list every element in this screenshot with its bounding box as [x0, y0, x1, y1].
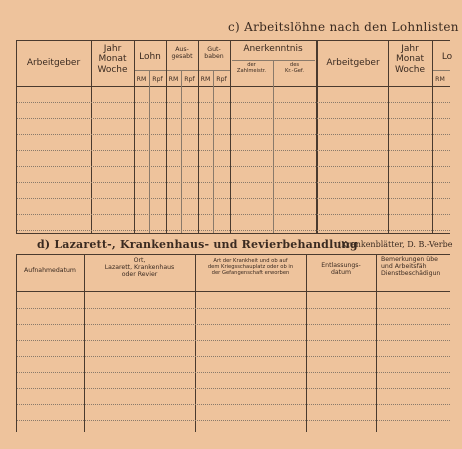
section-c-title: c) Arbeitslöhne nach den Lohnlisten — [228, 20, 459, 34]
header-gutbaben: Gut- baben — [204, 46, 224, 61]
ruled-line — [17, 150, 450, 152]
table-c-top-border — [16, 40, 450, 41]
header-lohn-2: Lo — [441, 52, 453, 62]
table-c-vline — [432, 40, 433, 233]
table-c-subheader-line-2 — [432, 70, 450, 71]
ruled-line — [17, 404, 450, 406]
ruled-line — [17, 166, 450, 168]
ruled-line — [17, 198, 450, 200]
section-d-title: d) Lazarett-, Krankenhaus- und Revierbehandlung — [37, 238, 358, 251]
header-anerkenntnis: Anerkenntnis — [243, 44, 303, 54]
header-bemerkungen: Bemerkungen übe und Arbeitsfäh Dienstbeschädigun — [381, 256, 441, 278]
header-gutbaben-rpf: Rpf — [216, 76, 227, 83]
table-d-header-bottom — [16, 291, 450, 292]
table-d-top-border — [16, 254, 450, 255]
header-gutbaben-rm: RM — [200, 76, 211, 83]
header-arbeitgeber: Arbeitgeber — [26, 58, 81, 68]
header-lohn-2-rm: RM — [435, 76, 445, 83]
table-c-vline — [198, 40, 199, 233]
table-c-vline — [16, 40, 17, 233]
ruled-line — [17, 340, 450, 342]
table-c-vline — [273, 60, 274, 233]
ruled-line — [17, 230, 450, 232]
header-lohn-rpf: Rpf — [152, 76, 163, 83]
ruled-line — [17, 324, 450, 326]
table-c-vline — [134, 40, 135, 233]
table-c-header-bottom — [16, 86, 450, 87]
ruled-line — [17, 182, 450, 184]
ruled-line — [17, 134, 450, 136]
ruled-line — [17, 420, 450, 422]
header-zahlmeistr: der Zahlmeistr. — [236, 62, 267, 74]
header-entlassungsdatum: Entlassungs- datum — [321, 262, 361, 277]
header-arbeitgeber-2: Arbeitgeber — [326, 58, 380, 68]
header-ausgesabt-rpf: Rpf — [184, 76, 195, 83]
table-c-vline — [166, 40, 167, 233]
section-d-subtitle: (Krankenblätter, D. B.-Verbe — [338, 240, 453, 249]
header-jahr-monat-woche-2: Jahr Monat Woche — [394, 44, 426, 75]
header-ausgesabt-rm: RM — [168, 76, 179, 83]
header-aufnahmedatum: Aufnahmedatum — [24, 267, 76, 274]
header-lohn: Lohn — [139, 52, 161, 62]
ruled-line — [17, 356, 450, 358]
header-lohn-rm: RM — [136, 76, 147, 83]
header-krgef: des Kr.-Gef. — [284, 62, 305, 74]
header-jahr-monat-woche: Jahr Monat Woche — [97, 44, 128, 75]
ruled-line — [17, 388, 450, 390]
table-c-bottom-border — [16, 233, 450, 234]
ruled-line — [17, 118, 450, 120]
header-ausgesabt: Aus- gesabt — [171, 46, 193, 61]
header-art-der-krankheit: Art der Krankheit und ob auf dem Kriegsschauplatz oder ob in der Gefangenschaft erworben — [207, 258, 294, 276]
ruled-line — [17, 214, 450, 216]
table-c-vline-double — [316, 40, 318, 233]
ruled-line — [17, 372, 450, 374]
header-ort-lazarett: Ort, Lazarett, Krankenhaus oder Revier — [104, 257, 175, 279]
ruled-line — [17, 102, 450, 104]
ruled-line — [17, 308, 450, 310]
